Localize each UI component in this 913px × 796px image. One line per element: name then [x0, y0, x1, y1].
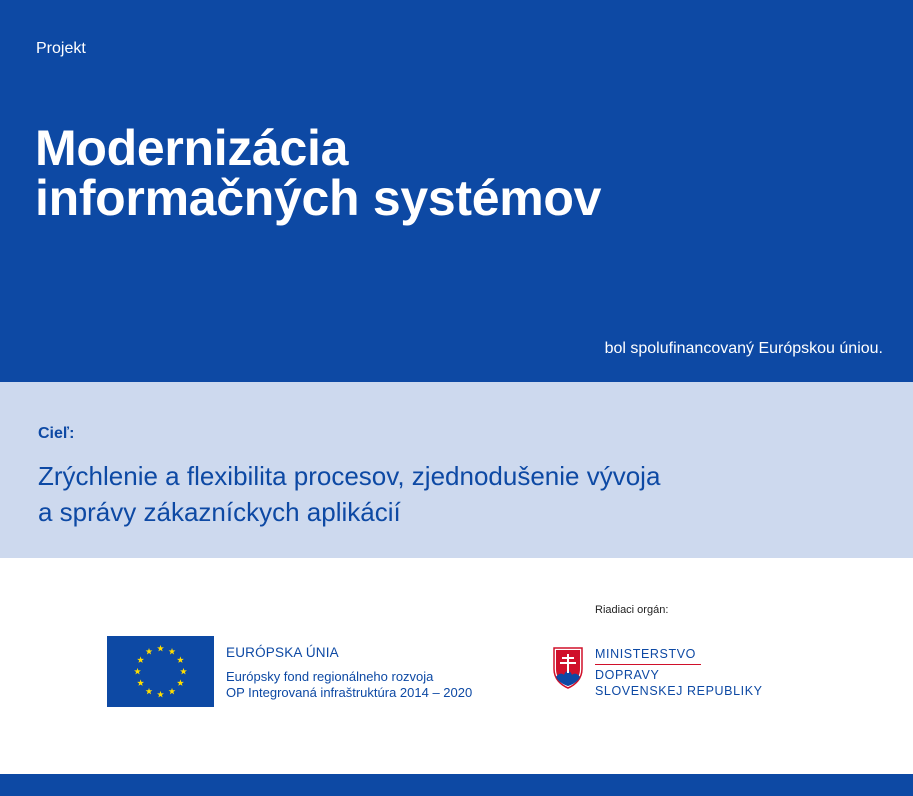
ministry-line-3: SLOVENSKEJ REPUBLIKY	[595, 684, 763, 698]
eu-star-icon	[180, 668, 187, 675]
eu-star-icon	[177, 656, 184, 663]
managing-authority-label: Riadiaci orgán:	[595, 604, 669, 616]
eu-flag-icon	[107, 636, 214, 707]
eu-star-icon	[137, 656, 144, 663]
eu-name: EURÓPSKA ÚNIA	[226, 645, 339, 660]
project-label: Projekt	[36, 40, 86, 57]
ministry-name	[595, 646, 763, 699]
eu-star-icon	[177, 679, 184, 686]
header-band	[0, 0, 913, 382]
ministry-line-2: DOPRAVY	[595, 668, 660, 682]
slovak-coat-of-arms-icon	[553, 647, 583, 689]
ministry-line-1: MINISTERSTVO	[595, 646, 701, 665]
project-title	[35, 120, 875, 226]
goal-text	[38, 458, 858, 530]
goal-text-line-1: Zrýchlenie a flexibilita procesov, zjednodušenie vývoja	[38, 461, 661, 491]
goal-band	[0, 382, 913, 558]
eu-star-icon	[146, 688, 153, 695]
eu-star-icon	[146, 648, 153, 655]
eu-star-icon	[169, 688, 176, 695]
cofinanced-text: bol spolufinancovaný Európskou úniou.	[604, 340, 883, 357]
goal-label: Cieľ:	[38, 425, 75, 442]
goal-text-line-2: a správy zákazníckych aplikácií	[38, 497, 401, 527]
eu-stars	[107, 636, 214, 707]
project-title-line-2: informačných systémov	[35, 170, 602, 226]
eu-fund-line: Európsky fond regionálneho rozvoja	[226, 669, 434, 684]
eu-star-icon	[134, 668, 141, 675]
eu-star-icon	[157, 645, 164, 652]
eu-star-icon	[157, 691, 164, 698]
eu-star-icon	[169, 648, 176, 655]
logos-section	[0, 558, 913, 774]
eu-logo-text	[226, 645, 472, 701]
eu-program-line: OP Integrovaná infraštruktúra 2014 – 2020	[226, 685, 473, 700]
project-title-line-1: Modernizácia	[35, 120, 349, 176]
footer-band	[0, 774, 913, 796]
eu-star-icon	[137, 679, 144, 686]
